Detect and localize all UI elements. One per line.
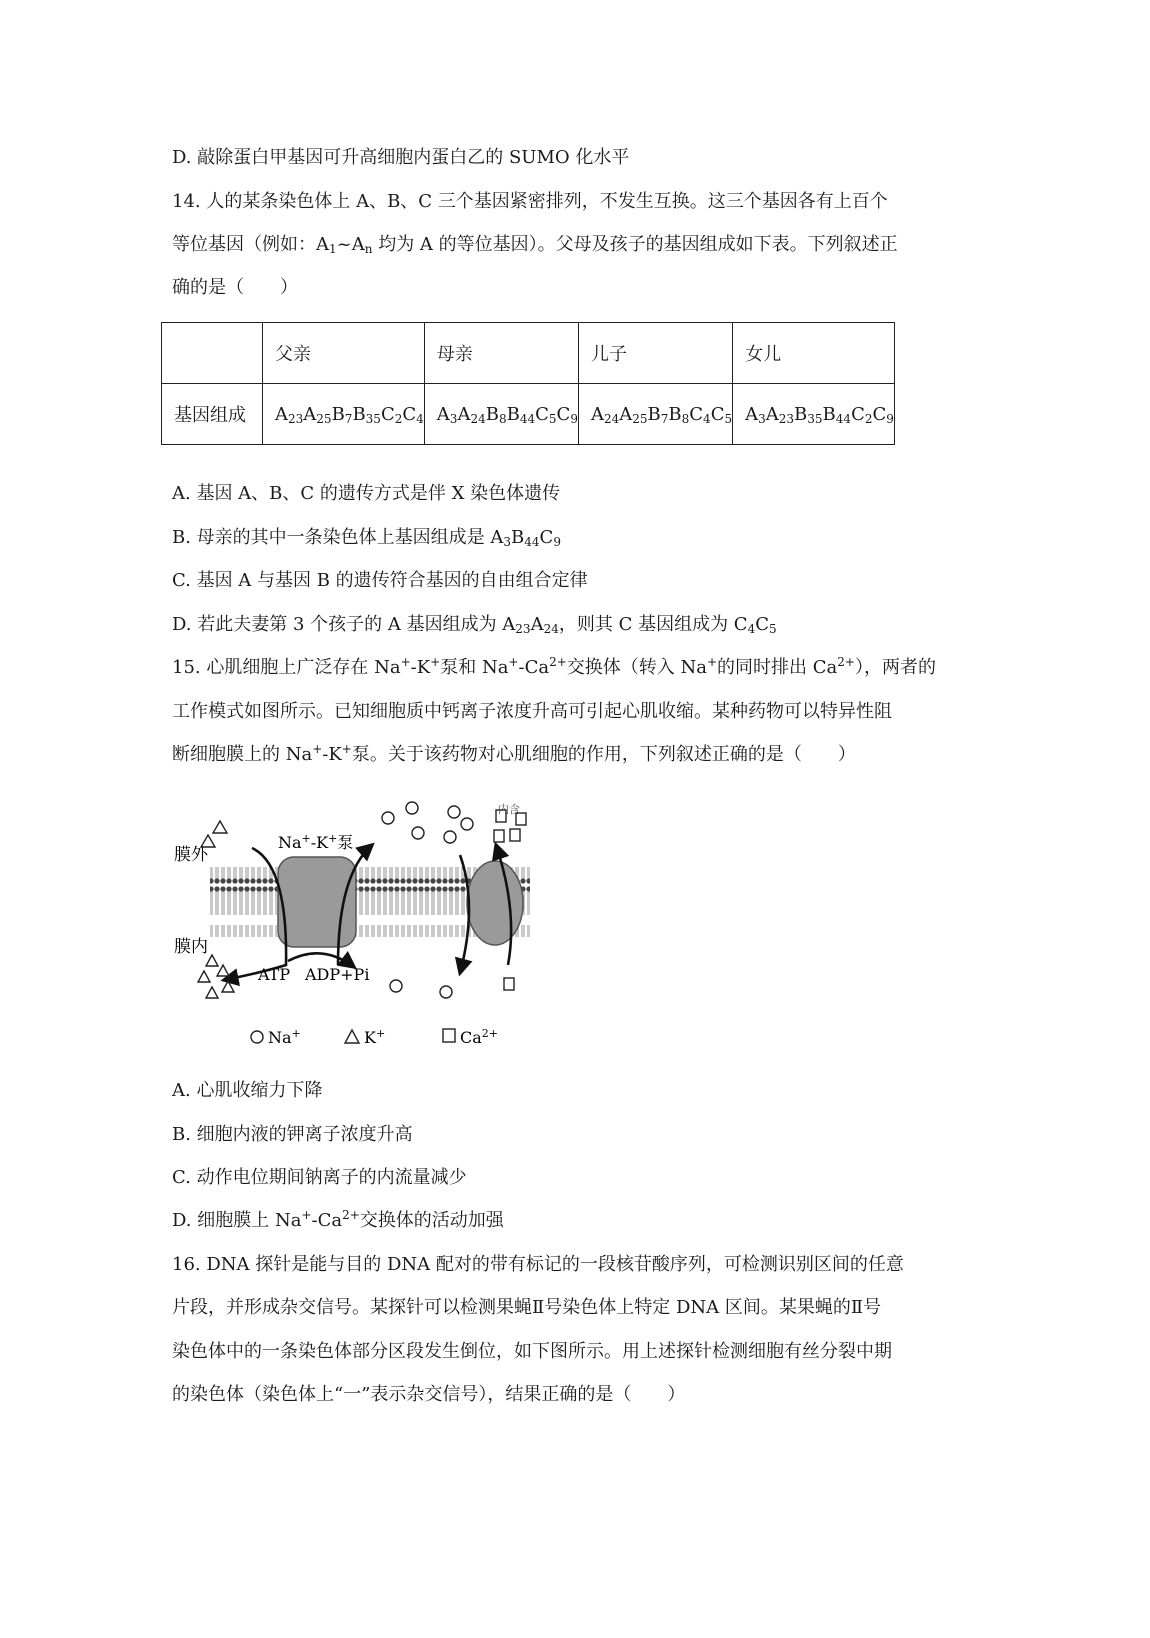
q15-stem-line2: 工作模式如图所示。已知细胞质中钙离子浓度升高可引起心肌收缩。某种药物可以特异性阻: [172, 701, 892, 722]
q14-option-c: C. 基因 A 与基因 B 的遗传符合基因的自由组合定律: [172, 570, 588, 591]
table-header-cell: [162, 323, 263, 384]
q14-stem-line1: 14. 人的某条染色体上 A、B、C 三个基因紧密排列，不发生互换。这三个基因各有上百个: [172, 191, 888, 212]
q16-stem-line3: 染色体中的一条染色体部分区段发生倒位，如下图所示。用上述探针检测细胞有丝分裂中期: [172, 1341, 892, 1362]
table-row-label: 基因组成: [162, 384, 263, 445]
table-cell-son: $A_{24}A_{25}B_7B_8C_4C_5$: [578, 384, 732, 445]
q16-stem-line4: 的染色体（染色体上“一”表示杂交信号），结果正确的是（ ）: [172, 1384, 686, 1405]
atp-label: ATP: [258, 965, 291, 984]
legend-na-symbol: [251, 1031, 263, 1043]
adp-label: ADP+Pi: [305, 965, 370, 984]
legend-ca-symbol: [443, 1029, 455, 1042]
q15-stem-line1: 15. 心肌细胞上广泛存在 Na+-K+泵和 $Na^+-Ca^{2+}$交换体（转入 Na+的同时排出 $Ca^{2+}$），两者的: [172, 655, 936, 678]
q13-option-d: D. 敲除蛋白甲基因可升高细胞内蛋白乙的 SUMO 化水平: [172, 147, 630, 168]
q15-option-d: D. 细胞膜上 $Na^+-Ca^{2+}$交换体的活动加强: [172, 1208, 504, 1231]
q15-stem-line3: 断细胞膜上的 Na+-K+泵。关于该药物对心肌细胞的作用，下列叙述正确的是（ ）: [172, 742, 856, 765]
table-header-row: [162, 323, 895, 384]
pump-label: Na+-K+泵: [278, 831, 354, 852]
q15-option-a: A. 心肌收缩力下降: [172, 1080, 323, 1101]
q14-option-b: B. 母亲的其中一条染色体上基因组成是 $A_3B_{44}C_9$: [172, 527, 561, 549]
k-ions-outside: [201, 821, 227, 847]
q15-option-b: B. 细胞内液的钾离子浓度升高: [172, 1124, 413, 1145]
ca-ion-inside: [504, 978, 514, 990]
table-cell-daughter: $A_3A_{23}B_{35}B_{44}C_2C_9$: [733, 384, 895, 445]
na-ions-outside: [382, 802, 473, 843]
label-inside: 膜内: [174, 937, 208, 957]
table-cell-father: $A_{23}A_{25}B_7B_{35}C_2C_4$: [263, 384, 425, 445]
table-header-son: 儿子: [578, 323, 732, 384]
q14-option-a: A. 基因 A、B、C 的遗传方式是伴 X 染色体遗传: [172, 483, 561, 504]
legend-na-label: Na+: [268, 1026, 301, 1047]
genotype-table: [161, 322, 895, 445]
legend-ca-label: $Ca^{2+}$: [460, 1026, 498, 1047]
membrane-transport-diagram: [160, 803, 550, 1090]
q14-stem-line2: 等位基因（例如：$A_1\sim A_n$ 均为 A 的等位基因）。父母及孩子的基因组成如下表。下列叙述正: [172, 234, 898, 256]
na-ca-exchanger-protein: [467, 861, 523, 945]
table-header-daughter: 女儿: [733, 323, 895, 384]
top-fragment-text: 内含: [498, 803, 520, 816]
legend-k-label: K+: [364, 1026, 386, 1047]
na-ions-inside: [390, 980, 452, 998]
label-outside: 膜外: [174, 845, 208, 865]
q16-stem-line2: 片段，并形成杂交信号。某探针可以检测果蝇Ⅱ号染色体上特定 DNA 区间。某果蝇的Ⅱ号: [172, 1297, 882, 1318]
legend-k-symbol: [345, 1030, 359, 1043]
q14-option-d: D. 若此夫妻第 3 个孩子的 A 基因组成为 $A_{23}A_{24}$，则其 C 基因组成为 $C_4C_5$: [172, 614, 777, 636]
table-row: [162, 384, 895, 445]
q15-option-c: C. 动作电位期间钠离子的内流量减少: [172, 1167, 467, 1188]
table-header-father: 父亲: [263, 323, 425, 384]
k-ions-inside: [198, 955, 234, 998]
table-header-mother: 母亲: [424, 323, 578, 384]
table-cell-mother: $A_3A_{24}B_8B_{44}C_5C_9$: [424, 384, 578, 445]
q14-stem-line3: 确的是（ ）: [172, 277, 298, 298]
q16-stem-line1: 16. DNA 探针是能与目的 DNA 配对的带有标记的一段核苷酸序列，可检测识别区间的任意: [172, 1254, 904, 1275]
